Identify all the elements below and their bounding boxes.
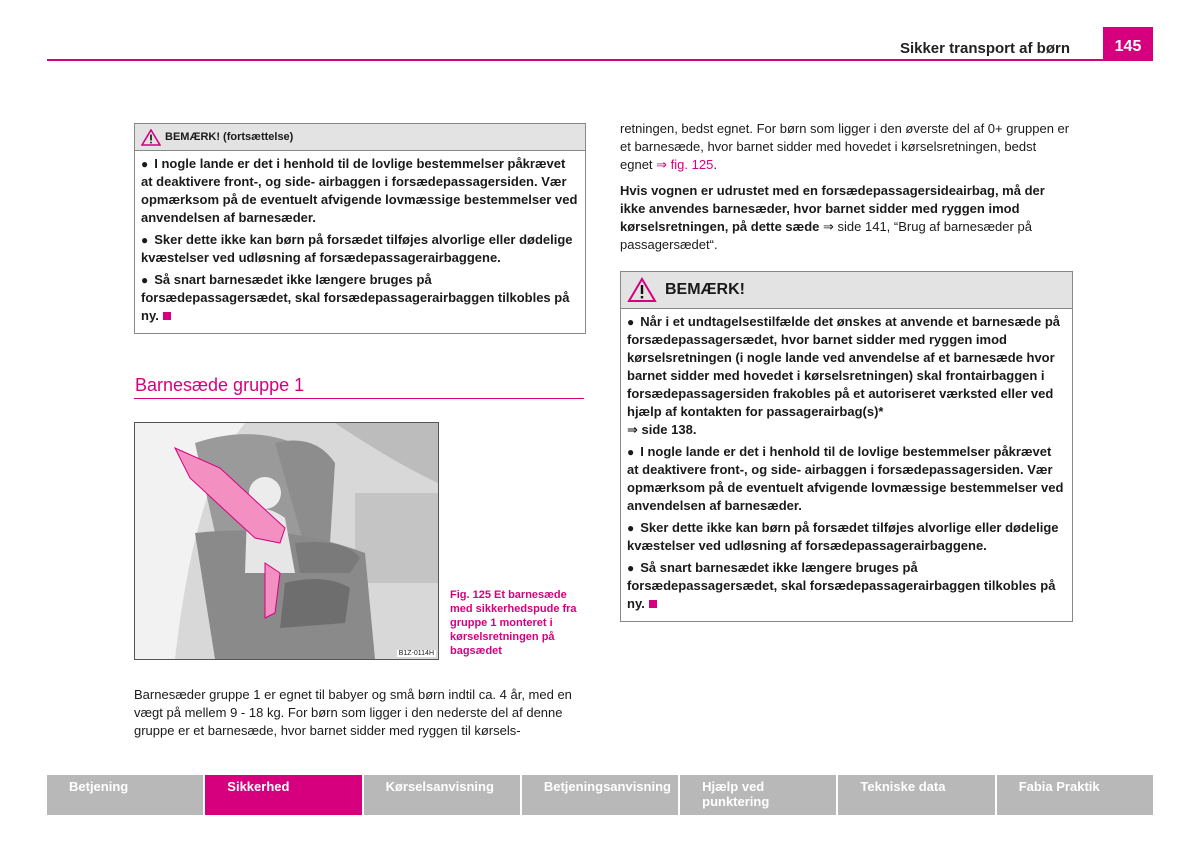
figure-code: B1Z-0114H — [398, 650, 434, 657]
chapter-tab-bar — [47, 775, 1153, 815]
warning-bullet: ● Sker dette ikke kan børn på forsædet tilføjes alvorlige eller dødelige kvæstelser ved udløsning af forsædepassagerairbaggene. — [141, 231, 579, 267]
warning-note-header — [135, 124, 585, 151]
page-header-title: Sikker transport af børn — [899, 40, 1070, 57]
warning-note-title: BEMÆRK! (fortsættelse) — [165, 131, 294, 143]
child-seat-illustration — [135, 423, 438, 659]
figure-caption: Fig. 125 Et barnesæde med sikkerhedspude fra gruppe 1 monteret i kørselsretningen på bagsædet — [450, 589, 577, 657]
section-title: Barnesæde gruppe 1 — [135, 375, 305, 395]
tab-betjeningsanvisning[interactable]: Betjeningsanvisning — [522, 775, 678, 815]
warning-bullet: ● I nogle lande er det i henhold til de lovlige bestemmelser påkrævet at deaktivere front-, og side- airbaggen i forsædepassagersiden. Vær opmærksom på de eventuelt afvigende lovmæssige bestemmelser ved anvendelsen af barnesæder. — [141, 155, 579, 227]
header-rule — [47, 59, 1153, 61]
warning-triangle-icon — [141, 129, 161, 146]
body-text-left: Barnesæder gruppe 1 er egnet til babyer og små børn indtil ca. 4 år, med en vægt på mellem 9 - 18 kg. For børn som ligger i den nederste del af denne gruppe er et barnesæde, hvor barnet sidder med ryggen til kørsels- — [134, 687, 572, 738]
end-marker-icon — [649, 600, 657, 608]
warning-bullet: ● Så snart barnesædet ikke længere bruges på forsædepassagersædet, skal forsædepassagerairbaggen tilkobles på ny. — [141, 271, 579, 325]
section-rule — [134, 398, 584, 399]
tab-sikkerhed[interactable]: Sikkerhed — [205, 775, 361, 815]
body-text-right — [620, 120, 1072, 262]
page-number: 145 — [1103, 27, 1153, 61]
warning-bullet: ● I nogle lande er det i henhold til de lovlige bestemmelser påkrævet at deaktivere front-, og side- airbaggen i forsædepassagersiden. Vær opmærksom på de eventuelt afvigende lovmæssige bestemmelser ved anvendelsen af barnesæder. — [627, 443, 1066, 515]
body-paragraph: Hvis vognen er udrustet med en forsædepassagersideairbag, må der ikke anvendes barnesæder, hvor barnet sidder med ryggen imod kørselsretningen, på dette sæde ⇒ side 141, “Brug af barnesæder på passagersædet“. — [620, 183, 1045, 252]
tab-hjaelp-ved-punktering[interactable]: Hjælp ved punktering — [680, 775, 836, 815]
warning-note-continued — [134, 123, 586, 334]
tab-tekniske-data[interactable]: Tekniske data — [838, 775, 994, 815]
warning-bullet: ● Så snart barnesædet ikke længere bruges på forsædepassagersædet, skal forsædepassagerairbaggen tilkobles på ny. — [627, 559, 1066, 613]
warning-bullet: ● Sker dette ikke kan børn på forsædet tilføjes alvorlige eller dødelige kvæstelser ved udløsning af forsædepassagerairbaggene. — [627, 519, 1066, 555]
tab-korselsanvisning[interactable]: Kørselsanvisning — [364, 775, 520, 815]
warning-note-title: BEMÆRK! — [665, 281, 745, 298]
figure-link[interactable]: ⇒ fig. 125 — [656, 157, 714, 172]
body-paragraph: retningen, bedst egnet. For børn som ligger i den øverste del af 0+ gruppen er et barnesæde, hvor barnet sidder med hovedet i kørselsretningen, bedst egnet ⇒ fig. 125. — [620, 121, 1070, 172]
tab-fabia-praktik[interactable]: Fabia Praktik — [997, 775, 1153, 815]
tab-betjening[interactable]: Betjening — [47, 775, 203, 815]
warning-triangle-icon — [627, 277, 657, 303]
end-marker-icon — [163, 312, 171, 320]
child-seat-figure — [134, 422, 439, 660]
warning-bullet: ● Når i et undtagelsestilfælde det ønskes at anvende et barnesæde på forsædepassagersædet, hvor barnet sidder med ryggen imod kørselsretningen (i nogle lande ved anvendelse af et barnesæde hvor barnet sidder med hovedet i kørselsretningen) skal frontairbaggen i forsædepassagersiden frakobles på et autoriseret værksted eller ved hjælp af kontakten for passagerairbag(s)* ⇒ side 138. — [627, 313, 1066, 439]
warning-note-header — [621, 272, 1072, 309]
warning-note — [620, 271, 1073, 622]
